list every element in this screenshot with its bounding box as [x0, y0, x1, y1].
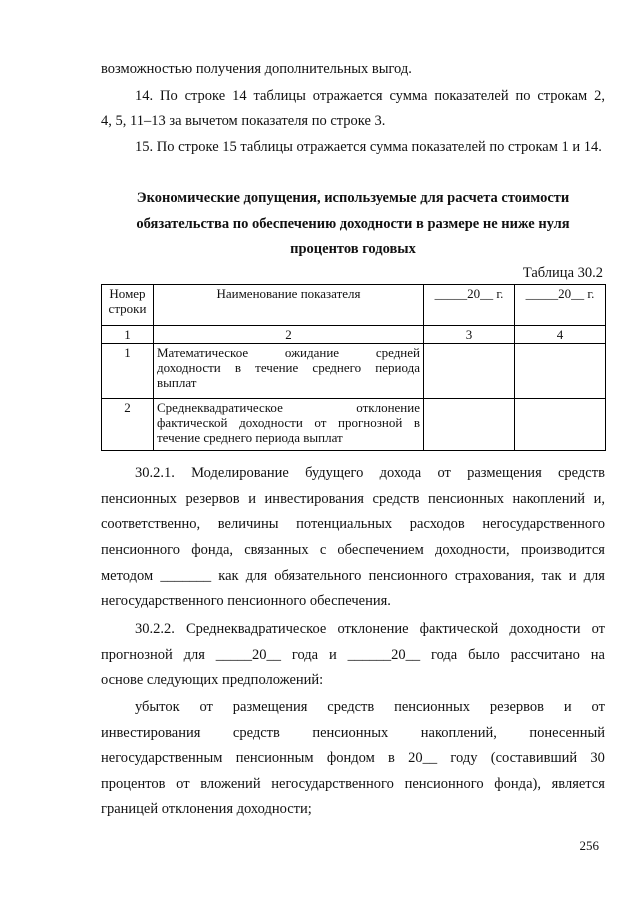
row-value-year-2 [515, 399, 606, 451]
row-value-year-2 [515, 344, 606, 399]
column-number: 2 [154, 326, 424, 344]
row-indicator-name: Математическое ожидание средней доходности в течение среднего периода выплат [154, 344, 424, 399]
paragraph-continuation: возможностью получения дополнительных выгод. [101, 61, 412, 77]
column-number: 4 [515, 326, 606, 344]
paragraph-14-line-2: 4, 5, 11–13 за вычетом показателя по строке 3. [101, 113, 386, 129]
paragraph-loss-line-2: инвестирования средств пенсионных накоплений, понесенный [101, 725, 605, 741]
section-heading-line-3: процентов годовых [290, 241, 416, 257]
table-row [102, 344, 606, 399]
table-label: Таблица 30.2 [522, 265, 603, 281]
row-value-year-1 [424, 399, 515, 451]
paragraph-loss-line-3: негосударственным пенсионным фондом в 20__ году (составивший 30 [101, 750, 605, 766]
row-number: 1 [102, 344, 154, 399]
table-header-row [102, 285, 606, 326]
header-year-2: _____20__ г. [515, 285, 606, 326]
paragraph-14-line-1: 14. По строке 14 таблицы отражается сумма показателей по строкам 2, [135, 88, 605, 104]
paragraph-loss-line-4: процентов от вложений негосударственного пенсионного фонда), является [101, 776, 605, 792]
table-row [102, 399, 606, 451]
paragraph-30-2-2-line-1: 30.2.2. Среднеквадратическое отклонение фактической доходности от [135, 621, 605, 637]
column-number-row [102, 326, 606, 344]
row-number: 2 [102, 399, 154, 451]
row-indicator-name: Среднеквадратическое отклонение фактической доходности от прогнозной в течение среднего периода выплат [154, 399, 424, 451]
paragraph-30-2-1-line-4: пенсионного фонда, связанных с обеспечением доходности, производится [101, 542, 605, 558]
paragraph-30-2-2-line-3: основе следующих предположений: [101, 672, 324, 688]
paragraph-30-2-2-line-2: прогнозной для _____20__ года и ______20__ года было рассчитано на [101, 647, 605, 663]
header-row-number: Номер строки [102, 285, 154, 326]
header-indicator-name: Наименование показателя [154, 285, 424, 326]
paragraph-30-2-1-line-1: 30.2.1. Моделирование будущего дохода от размещения средств [135, 465, 605, 481]
indicators-table [101, 284, 606, 451]
paragraph-30-2-1-line-2: пенсионных резервов и инвестирования средств пенсионных накоплений и, [101, 491, 605, 507]
paragraph-30-2-1-line-5: методом _______ как для обязательного пенсионного страхования, так и для [101, 568, 605, 584]
section-heading-line-2: обязательства по обеспечению доходности в размере не ниже нуля [136, 216, 570, 232]
paragraph-loss-line-1: убыток от размещения средств пенсионных резервов и от [135, 699, 605, 715]
page-number: 256 [579, 838, 599, 853]
paragraph-30-2-1-line-3: соответственно, величины потенциальных расходов негосударственного [101, 516, 605, 532]
column-number: 3 [424, 326, 515, 344]
row-value-year-1 [424, 344, 515, 399]
paragraph-30-2-1-line-6: негосударственного пенсионного обеспечения. [101, 593, 391, 609]
section-heading-line-1: Экономические допущения, используемые для расчета стоимости [136, 190, 570, 206]
column-number: 1 [102, 326, 154, 344]
header-year-1: _____20__ г. [424, 285, 515, 326]
paragraph-15: 15. По строке 15 таблицы отражается сумма показателей по строкам 1 и 14. [135, 139, 602, 155]
paragraph-loss-line-5: границей отклонения доходности; [101, 801, 312, 817]
